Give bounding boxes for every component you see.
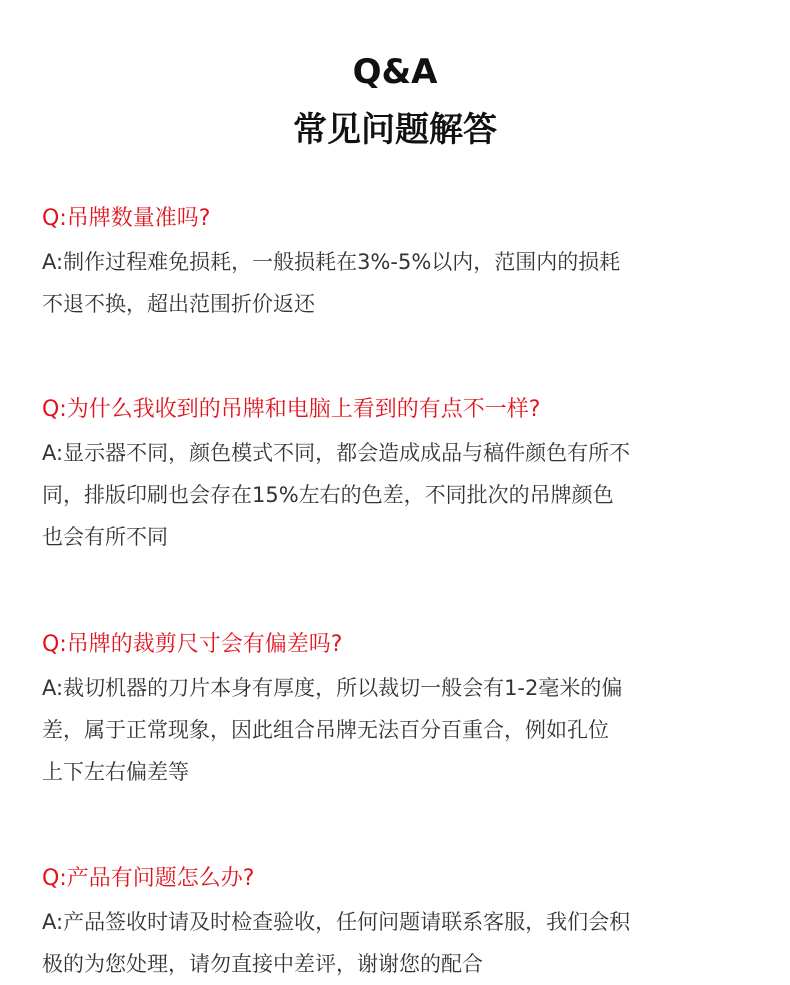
qa-list [42,201,742,985]
answer-text [42,241,742,325]
answer-line: 极的为您处理，请勿直接中差评，谢谢您的配合 [42,952,483,976]
answer-line: A:裁切机器的刀片本身有厚度，所以裁切一般会有1-2毫米的偏 [42,676,623,700]
answer-line: 上下左右偏差等 [42,760,189,784]
page-title-zh: 常见问题解答 [293,110,497,150]
answer-line: 同，排版印刷也会存在15%左右的色差，不同批次的吊牌颜色 [42,483,614,507]
question-text: Q:产品有问题怎么办? [42,866,255,891]
answer-line: A:显示器不同，颜色模式不同，都会造成成品与稿件颜色有所不 [42,441,631,465]
answer-text [42,901,742,985]
answer-text [42,432,742,558]
question-text: Q:吊牌数量准吗? [42,206,211,231]
qa-item-color-difference [42,392,742,558]
page-title-en: Q&A [352,52,438,92]
answer-line: 不退不换，超出范围折价返还 [42,292,315,316]
qa-item-cutting-deviation [42,627,742,793]
answer-line: 也会有所不同 [42,525,168,549]
page-header [0,50,790,152]
qa-item-quantity [42,201,742,325]
question-text: Q:为什么我收到的吊牌和电脑上看到的有点不一样? [42,397,541,422]
section-spacer [42,558,742,627]
question-text: Q:吊牌的裁剪尺寸会有偏差吗? [42,632,343,657]
section-spacer [42,793,742,861]
answer-line: A:产品签收时请及时检查验收，任何问题请联系客服，我们会积 [42,910,631,934]
section-spacer [42,325,742,392]
answer-line: 差，属于正常现象，因此组合吊牌无法百分百重合，例如孔位 [42,718,609,742]
qa-item-product-problem [42,861,742,985]
answer-text [42,667,742,793]
answer-line: A:制作过程难免损耗，一般损耗在3%-5%以内，范围内的损耗 [42,250,621,274]
